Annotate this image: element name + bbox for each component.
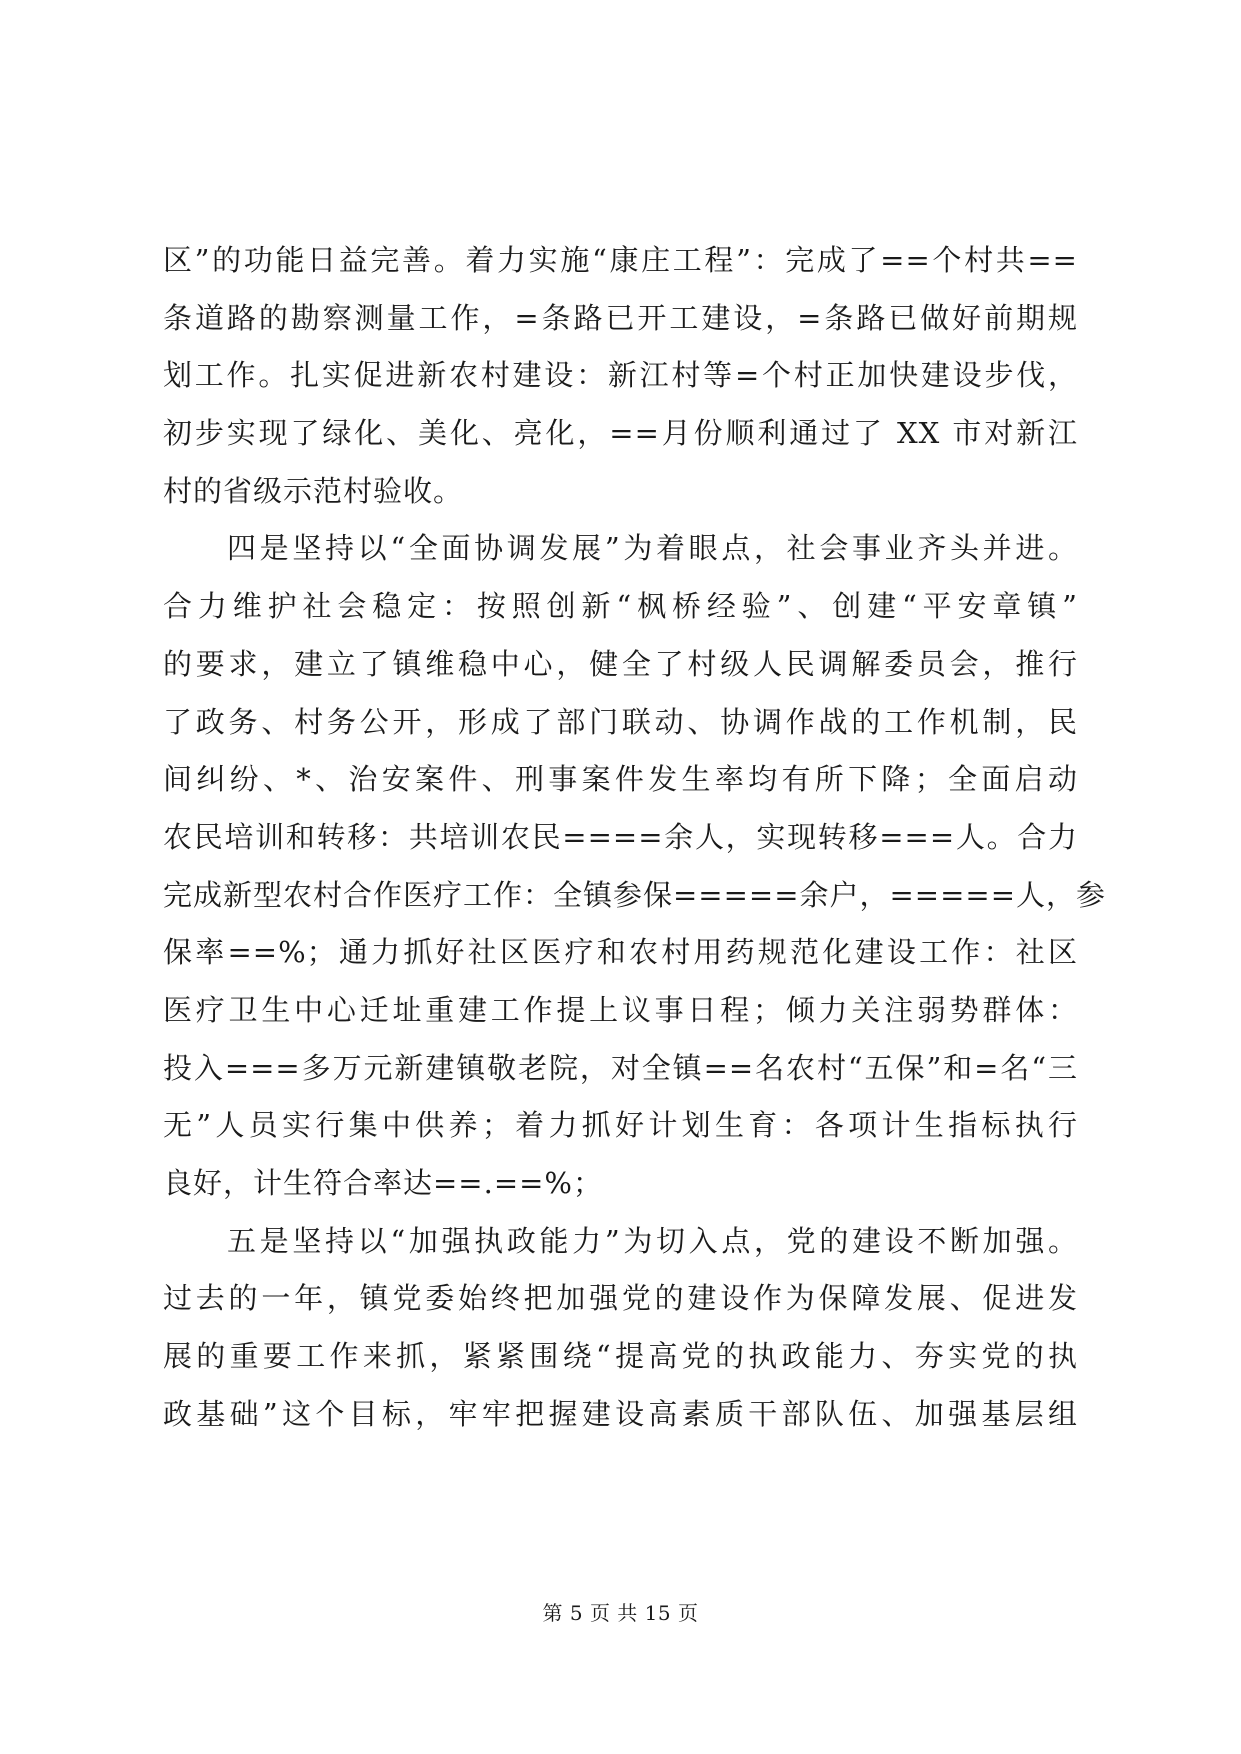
paragraph-first-line: 五是坚持以“加强执政能力”为切入点，党的建设不断加强。 bbox=[227, 1223, 1078, 1258]
text-line: 无”人员实行集中供养；着力抓好计划生育：各项计生指标执行 bbox=[163, 1108, 1078, 1143]
text-line: 条道路的勘察测量工作，=条路已开工建设，=条路已做好前期规 bbox=[163, 300, 1078, 335]
text-line: 的要求，建立了镇维稳中心，健全了村级人民调解委员会，推行 bbox=[163, 646, 1078, 681]
text-line: 区”的功能日益完善。着力实施“康庄工程”：完成了==个村共== bbox=[163, 243, 1078, 277]
text-line: 合力维护社会稳定：按照创新“枫桥经验”、创建“平安章镇” bbox=[163, 589, 1078, 624]
text-line: 完成新型农村合作医疗工作：全镇参保=====余户，=====人，参 bbox=[163, 877, 1106, 912]
body-text bbox=[163, 232, 1106, 1443]
text-line: 过去的一年，镇党委始终把加强党的建设作为保障发展、促进发 bbox=[163, 1281, 1078, 1316]
text-line: 保率==%；通力抓好社区医疗和农村用药规范化建设工作：社区 bbox=[163, 935, 1078, 970]
text-line: 划工作。扎实促进新农村建设：新江村等=个村正加快建设步伐， bbox=[163, 358, 1078, 393]
text-line: 良好，计生符合率达==.==%； bbox=[163, 1166, 603, 1200]
text-line: 农民培训和转移：共培训农民====余人，实现转移===人。合力 bbox=[163, 819, 1078, 854]
text-line: 展的重要工作来抓，紧紧围绕“提高党的执政能力、夯实党的执 bbox=[163, 1339, 1078, 1374]
text-line: 投入===多万元新建镇敬老院，对全镇==名农村“五保”和=名“三 bbox=[163, 1050, 1078, 1085]
text-line: 政基础”这个目标，牢牢把握建设高素质干部队伍、加强基层组 bbox=[163, 1396, 1078, 1431]
text-line: 初步实现了绿化、美化、亮化，==月份顺利通过了 XX 市对新江 bbox=[163, 416, 1078, 451]
text-line: 村的省级示范村验收。 bbox=[163, 473, 464, 508]
text-line: 了政务、村务公开，形成了部门联动、协调作战的工作机制，民 bbox=[163, 704, 1078, 739]
text-line: 医疗卫生中心迁址重建工作提上议事日程；倾力关注弱势群体： bbox=[163, 992, 1078, 1027]
paragraph-first-line: 四是坚持以“全面协调发展”为着眼点，社会事业齐头并进。 bbox=[227, 531, 1078, 566]
page-number-footer: 第 5 页 共 15 页 bbox=[542, 1601, 699, 1625]
text-line: 间纠纷、*、治安案件、刑事案件发生率均有所下降；全面启动 bbox=[163, 762, 1078, 797]
